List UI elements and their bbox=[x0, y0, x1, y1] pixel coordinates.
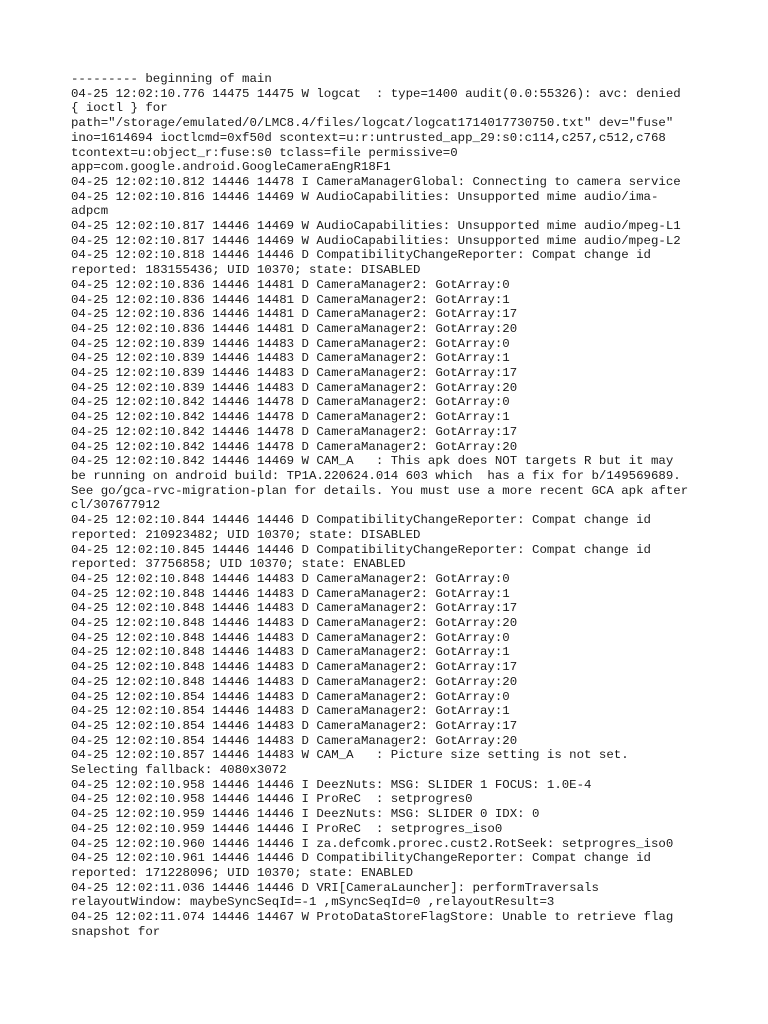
log-line: reported: 183155436; UID 10370; state: DISABLED bbox=[71, 263, 421, 278]
log-line: 04-25 12:02:10.836 14446 14481 D CameraManager2: GotArray:1 bbox=[71, 292, 510, 307]
log-line: 04-25 12:02:10.848 14446 14483 D CameraManager2: GotArray:20 bbox=[71, 616, 518, 631]
logcat-document bbox=[71, 72, 711, 939]
log-line: 04-25 12:02:10.848 14446 14483 D CameraManager2: GotArray:17 bbox=[71, 601, 518, 616]
log-line: 04-25 12:02:10.845 14446 14446 D CompatibilityChangeReporter: Compat change id bbox=[71, 542, 651, 557]
log-line: 04-25 12:02:10.836 14446 14481 D CameraManager2: GotArray:0 bbox=[71, 277, 510, 292]
log-line: 04-25 12:02:10.842 14446 14478 D CameraManager2: GotArray:1 bbox=[71, 410, 510, 425]
log-line: 04-25 12:02:10.842 14446 14478 D CameraManager2: GotArray:20 bbox=[71, 439, 518, 454]
log-line: 04-25 12:02:10.817 14446 14469 W AudioCapabilities: Unsupported mime audio/mpeg-L1 bbox=[71, 219, 681, 234]
log-line: 04-25 12:02:10.839 14446 14483 D CameraManager2: GotArray:1 bbox=[71, 351, 510, 366]
log-line: 04-25 12:02:10.844 14446 14446 D CompatibilityChangeReporter: Compat change id bbox=[71, 513, 651, 528]
log-line: 04-25 12:02:10.836 14446 14481 D CameraManager2: GotArray:20 bbox=[71, 321, 518, 336]
log-line: 04-25 12:02:10.848 14446 14483 D CameraManager2: GotArray:1 bbox=[71, 645, 510, 660]
log-section-header: --------- beginning of main bbox=[71, 72, 272, 86]
log-line: 04-25 12:02:10.848 14446 14483 D CameraManager2: GotArray:0 bbox=[71, 630, 510, 645]
log-line: ino=1614694 ioctlcmd=0xf50d scontext=u:r:untrusted_app_29:s0:c114,c257,c512,c768 bbox=[71, 130, 666, 145]
log-line: 04-25 12:02:10.839 14446 14483 D CameraManager2: GotArray:20 bbox=[71, 380, 518, 395]
log-line: 04-25 12:02:10.812 14446 14478 I CameraManagerGlobal: Connecting to camera service bbox=[71, 174, 681, 189]
log-line: path="/storage/emulated/0/LMC8.4/files/logcat/logcat1714017730750.txt" dev="fuse" bbox=[71, 116, 674, 131]
log-line: 04-25 12:02:10.854 14446 14483 D CameraManager2: GotArray:20 bbox=[71, 733, 518, 748]
log-line: 04-25 12:02:10.839 14446 14483 D CameraManager2: GotArray:0 bbox=[71, 336, 510, 351]
log-line: 04-25 12:02:10.958 14446 14446 I DeezNuts: MSG: SLIDER 1 FOCUS: 1.0E-4 bbox=[71, 777, 592, 792]
log-line: Selecting fallback: 4080x3072 bbox=[71, 763, 287, 778]
log-line: be running on android build: TP1A.220624.014 603 which has a fix for b/149569689. bbox=[71, 468, 681, 483]
log-line: reported: 37756858; UID 10370; state: ENABLED bbox=[71, 557, 406, 572]
log-line: app=com.google.android.GoogleCameraEngR18F1 bbox=[71, 160, 391, 175]
log-line: snapshot for bbox=[71, 924, 161, 939]
log-line: 04-25 12:02:10.842 14446 14478 D CameraManager2: GotArray:0 bbox=[71, 395, 510, 410]
log-line: 04-25 12:02:10.959 14446 14446 I DeezNuts: MSG: SLIDER 0 IDX: 0 bbox=[71, 807, 540, 822]
log-line: 04-25 12:02:10.818 14446 14446 D CompatibilityChangeReporter: Compat change id bbox=[71, 248, 651, 263]
log-line: 04-25 12:02:11.036 14446 14446 D VRI[CameraLauncher]: performTraversals bbox=[71, 880, 599, 895]
log-line: 04-25 12:02:10.848 14446 14483 D CameraManager2: GotArray:0 bbox=[71, 571, 510, 586]
log-line: 04-25 12:02:10.836 14446 14481 D CameraManager2: GotArray:17 bbox=[71, 307, 518, 322]
log-line: 04-25 12:02:10.960 14446 14446 I za.defcomk.prorec.cust2.RotSeek: setprogres_iso0 bbox=[71, 836, 674, 851]
log-line: 04-25 12:02:10.857 14446 14483 W CAM_A : Picture size setting is not set. bbox=[71, 748, 629, 763]
log-line: relayoutWindow: maybeSyncSeqId=-1 ,mSyncSeqId=0 ,relayoutResult=3 bbox=[71, 895, 555, 910]
log-line: 04-25 12:02:10.848 14446 14483 D CameraManager2: GotArray:20 bbox=[71, 674, 518, 689]
log-line: 04-25 12:02:10.817 14446 14469 W AudioCapabilities: Unsupported mime audio/mpeg-L2 bbox=[71, 233, 681, 248]
log-line: 04-25 12:02:10.958 14446 14446 I ProReC : setprogres0 bbox=[71, 792, 473, 807]
log-line: 04-25 12:02:10.848 14446 14483 D CameraManager2: GotArray:1 bbox=[71, 586, 510, 601]
log-line: 04-25 12:02:10.816 14446 14469 W AudioCapabilities: Unsupported mime audio/ima- bbox=[71, 189, 659, 204]
log-line: 04-25 12:02:10.854 14446 14483 D CameraManager2: GotArray:1 bbox=[71, 704, 510, 719]
log-line: 04-25 12:02:11.074 14446 14467 W ProtoDataStoreFlagStore: Unable to retrieve flag bbox=[71, 910, 674, 925]
log-line: 04-25 12:02:10.959 14446 14446 I ProReC : setprogres_iso0 bbox=[71, 821, 503, 836]
log-line: 04-25 12:02:10.842 14446 14478 D CameraManager2: GotArray:17 bbox=[71, 424, 518, 439]
log-line: tcontext=u:object_r:fuse:s0 tclass=file permissive=0 bbox=[71, 145, 458, 160]
log-line: { ioctl } for bbox=[71, 101, 168, 116]
log-line: adpcm bbox=[71, 204, 109, 219]
log-line: 04-25 12:02:10.848 14446 14483 D CameraManager2: GotArray:17 bbox=[71, 660, 518, 675]
log-line: See go/gca-rvc-migration-plan for details. You must use a more recent GCA apk after bbox=[71, 483, 689, 498]
log-line: reported: 171228096; UID 10370; state: ENABLED bbox=[71, 865, 414, 880]
log-line: 04-25 12:02:10.854 14446 14483 D CameraManager2: GotArray:17 bbox=[71, 718, 518, 733]
log-line: 04-25 12:02:10.842 14446 14469 W CAM_A : This apk does NOT targets R but it may bbox=[71, 454, 674, 469]
log-line: 04-25 12:02:10.839 14446 14483 D CameraManager2: GotArray:17 bbox=[71, 366, 518, 381]
log-line: reported: 210923482; UID 10370; state: DISABLED bbox=[71, 527, 421, 542]
log-line: 04-25 12:02:10.854 14446 14483 D CameraManager2: GotArray:0 bbox=[71, 689, 510, 704]
log-line: cl/307677912 bbox=[71, 498, 161, 513]
log-line: 04-25 12:02:10.776 14475 14475 W logcat : type=1400 audit(0.0:55326): avc: denied bbox=[71, 86, 681, 101]
log-line: 04-25 12:02:10.961 14446 14446 D CompatibilityChangeReporter: Compat change id bbox=[71, 851, 651, 866]
